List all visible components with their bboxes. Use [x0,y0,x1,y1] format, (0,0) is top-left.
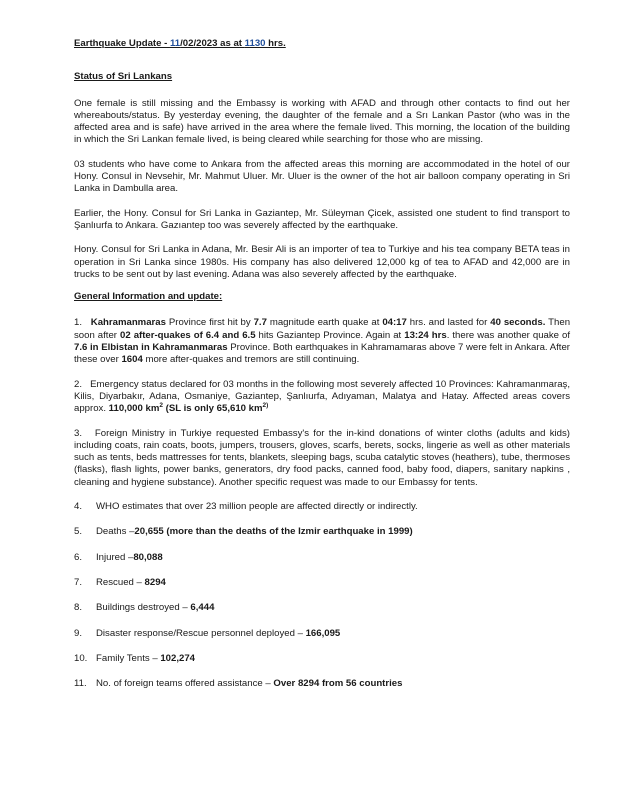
stat-value: 6,444 [190,602,215,614]
item-number: 3. [74,427,83,439]
stat-value: 102,274 [160,652,196,664]
item1-text-p: more after-quakes and tremors are still continuing. [142,354,360,366]
item3-text: Foreign Ministry in Turkiye requested Embassy's for the in-kind donations of winter cloths (adults and kids) including coats, rain coats, boots, jumpers, trousers, gloves, scarfs, berets, socks, lingerie as well as other materials such as tents, beds mattresses for tents, blankets, sleeping bags, scuba catalytic stoves (heathers), tube, thermoses (flasks), flash lights, power banks, generators, dry food packs, canned food, baby food, diapers, sanitary napkins , cleaning and hygiene substance). Another specific request was made to our Embassy for tents. [74,427,570,488]
stat-label: Deaths – [96,526,135,538]
title-prefix: Earthquake Update - [74,38,170,49]
stat-value: 80,088 [133,551,163,563]
status-paragraph-gaziantep: Earlier, the Hony. Consul for Sri Lanka in Gaziantep, Mr. Süleyman Çicek, assisted one student to find transport to Şanlıurfa to Ankara. Gazıantep too was severely affected by the earthquake. [74,207,570,231]
stat-list-item [74,501,570,513]
stat-value: Over 8294 from 56 countries [273,678,403,690]
item1-time: 04:17 [382,317,407,329]
stat-list-item [74,653,570,665]
item2-sl-area: (SL is only 65,610 km [162,403,263,415]
item1-second-quake: 7.6 in Elbistan in Kahramanmaras [74,342,228,354]
general-item-3 [74,428,570,489]
title-suffix: hrs. [265,38,286,49]
item1-magnitude: 7.7 [253,317,267,329]
stat-label: Family Tents – [96,652,161,664]
stat-value: 166,095 [305,627,341,639]
item-number: 1. [74,317,83,329]
item-number: 2. [74,378,83,390]
stat-list-item [74,602,570,614]
item-number: 4. [74,501,83,513]
item-number: 9. [74,627,83,639]
general-heading: General Information and update: [74,291,223,303]
item-number: 10. [74,652,88,664]
item-number: 5. [74,526,83,538]
item1-text-l: . there was another quake of [446,329,571,341]
item1-text-b: Province first hit by [165,317,254,329]
item1-duration: 40 seconds. [490,317,546,329]
stat-label: No. of foreign teams offered assistance – [96,678,274,690]
stat-list-item [74,678,570,690]
item1-text-h: Then soon after [74,317,571,341]
stat-label: Rescued – [96,576,145,588]
item1-text-d: magnitude earth quake at [266,317,383,329]
stat-label: WHO estimates that over 23 million people are affected directly or indirectly. [96,501,418,513]
status-paragraph-students: 03 students who have come to Ankara from the affected areas this morning are accommodated in the hotel of our Hony. Consul in Nevsehir, Mr. Mahmut Uluer. Mr. Uluer is the owner of the hot air balloon company operating in Sri Lanka in Dambulla area. [74,158,570,195]
stat-list-item [74,552,570,564]
item1-text-n: Province. Both earthquakes in Kahramamaras above 7 were felt in Ankara. After these over [74,342,570,366]
title-date-rest: /02/2023 as at [180,38,245,49]
item1-aftershock-count: 1604 [121,354,143,366]
item1-aftershocks: 02 after-quakes of 6.4 and 6.5 [120,329,256,341]
status-paragraph-missing: One female is still missing and the Embassy is working with AFAD and through other contacts to find out her whereabouts/status. By yesterday evening, the daughter of the female and a Srı Lankan Pastor (who was in the affected area and is safe) have arrived in the area where the female lived. This morning, the location of the building in which the Sri Lankan female lived, is being cleared while searching for those who are missing. [74,97,570,146]
item2-area [109,403,269,414]
stat-label: Disaster response/Rescue personnel deployed – [96,627,306,639]
stat-list-item [74,628,570,640]
general-item-2 [74,379,570,416]
item-number: 11. [74,678,87,690]
stat-label: Buildings destroyed – [96,602,191,614]
stat-label: Injured – [96,551,134,563]
stat-value: 8294 [144,576,166,588]
item1-text-f: hrs. and lasted for [406,317,491,329]
stat-list-item [74,526,570,538]
status-heading: Status of Sri Lankans [74,71,173,83]
stat-list-item [74,577,570,589]
status-paragraph-adana: Hony. Consul for Sri Lanka in Adana, Mr. Besir Ali is an importer of tea to Turkiye and his tea company BETA teas in operation in Sri Lanka since 1980s. His company has also delivered 12,000 kg of tea to AFAD and 42,000 are in trucks to be sent out by last evening. Adana was also severely affected by the earthquake. [74,244,570,280]
item2-area-value: 110,000 km [108,403,160,415]
item-number: 6. [74,551,83,563]
item2-text: Emergency status declared for 03 months in the following most severely affected 10 Provinces: Kahramanmaraş, Kilis, Diyarbakır, Adana, Osmaniye, Gaziantep, Şanlıurfa, Adıyaman, Malatya and Hatay. Affected areas covers approx. [74,378,571,415]
stat-value: 20,655 (more than the deaths of the Izmir earthquake in 1999) [134,526,413,538]
item1-second-time: 13:24 hrs [404,329,447,341]
item-number: 8. [74,602,83,614]
item-number: 7. [74,576,83,588]
title-date-day: 11 [169,38,181,49]
item1-text-j: hits Gaziantep Province. Again at [255,329,405,341]
item1-province: Kahramanmaras [90,317,166,329]
item2-area-sup: 2 [159,402,163,410]
title-time: 1130 [244,38,266,49]
stats-list [74,501,570,690]
item2-sl-sup: 2) [262,402,269,410]
document-title [74,38,570,50]
general-item-1 [74,317,570,366]
